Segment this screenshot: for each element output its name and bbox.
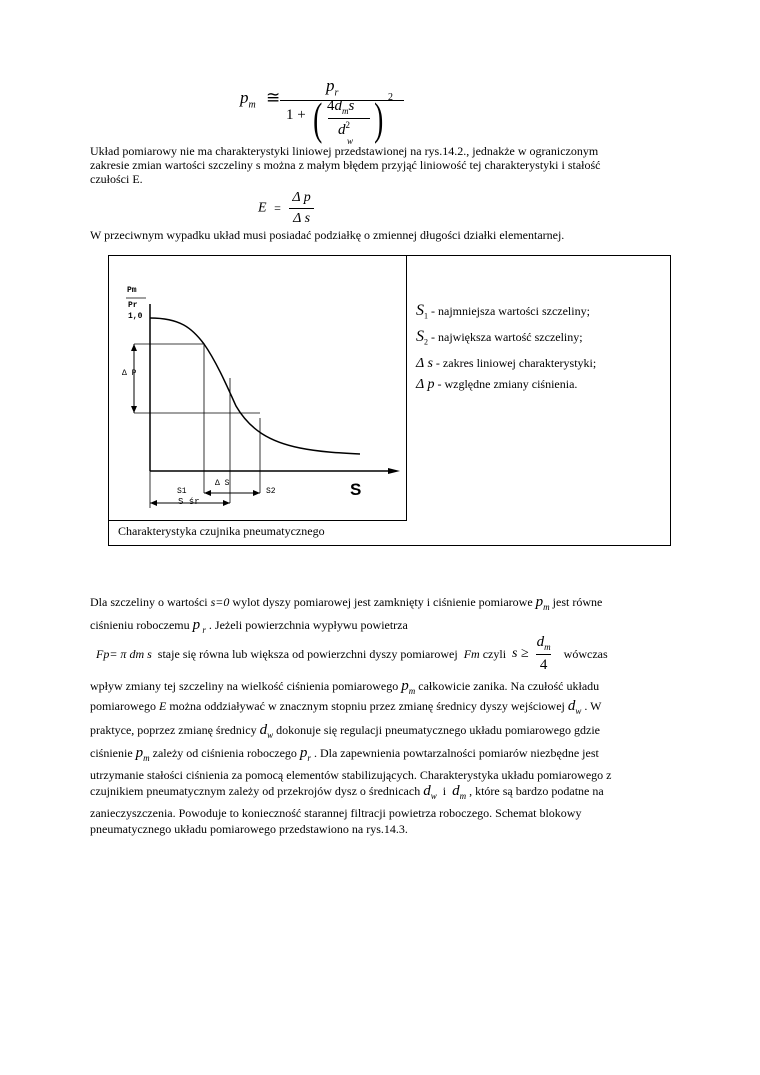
- dm-subscript: m: [342, 106, 349, 116]
- dm-inline: [452, 783, 466, 799]
- figure-divider-vertical: [406, 255, 407, 520]
- E-fraction: [288, 190, 314, 227]
- legend-item-delta-s: [416, 353, 596, 374]
- text-span: , które są bardzo podatne na: [466, 784, 604, 798]
- pr-inline: [300, 745, 311, 761]
- pm-subscript: m: [408, 686, 416, 696]
- y-label-pm: Pm: [127, 286, 137, 295]
- legend-symbol: Δ p: [416, 376, 435, 392]
- dw-superscript: 2: [345, 120, 350, 130]
- legend-subscript: 2: [424, 337, 428, 347]
- dw-inline: [568, 698, 582, 714]
- legend-item-delta-p: [416, 374, 596, 395]
- four: 4: [536, 654, 552, 674]
- y-label-pr: Pr: [128, 301, 138, 310]
- legend-item-s2: [416, 326, 596, 352]
- text-span: jest równe: [549, 595, 603, 609]
- text-span: ciśnieniu roboczemu: [90, 618, 193, 632]
- coef-four: 4: [327, 98, 335, 114]
- dm-over-4: [533, 634, 555, 674]
- body-line-6: [90, 722, 600, 740]
- s-sr-arrow-left-icon: [150, 500, 157, 506]
- inner-numerator: [327, 98, 354, 116]
- s-sr-label: S śr: [178, 497, 200, 507]
- text-span: pomiarowego: [90, 699, 159, 713]
- E-symbol: E: [158, 699, 167, 713]
- pm-inline: [536, 594, 550, 610]
- dm-symbol: d: [536, 634, 545, 650]
- pr-subscript: r: [307, 753, 311, 763]
- close-paren: ): [374, 93, 384, 144]
- pm-inline: [401, 678, 415, 694]
- legend-subscript: 1: [424, 311, 428, 321]
- dm-subscript: m: [544, 642, 551, 652]
- text-span: dokonuje się regulacji pneumatycznego układu pomiarowego gdzie: [273, 723, 601, 737]
- text-span: wówczas: [554, 646, 608, 661]
- pr-subscript: r: [334, 87, 339, 99]
- text-span: praktyce, poprzez zmianę średnicy: [90, 723, 260, 737]
- dw-symbol: d: [423, 783, 431, 799]
- body-line-10: zanieczyszczenia. Powoduje to konieczność starannej filtracji powietrza roboczego. Schemat blokowy: [90, 806, 582, 820]
- figure-caption: Charakterystyka czujnika pneumatycznego: [118, 524, 325, 538]
- paragraph-1-line: czułości E.: [90, 172, 143, 186]
- text-span: można oddziaływać w znacznym stopniu przez zmianę średnicy dyszy wejściowej: [166, 699, 568, 713]
- y-tick-1-0: 1,0: [128, 312, 143, 321]
- delta-s: Δ s: [289, 208, 314, 227]
- body-line-1: [90, 594, 602, 612]
- legend-symbol: Δ s: [416, 355, 433, 371]
- text-span: całkowicie zanika. Na czułość układu: [415, 679, 600, 693]
- s2-label: S2: [266, 487, 276, 496]
- pm-subscript: m: [143, 753, 150, 763]
- body-line-8: utrzymanie stałości ciśnienia za pomocą elementów stabilizujących. Charakterystyka układu pomiarowego z: [90, 768, 612, 782]
- dw-subscript: w: [267, 730, 274, 740]
- legend-text: - względne zmiany ciśnienia.: [434, 376, 578, 391]
- s-equals-zero: s=0: [210, 595, 230, 609]
- pr-inline: [193, 617, 206, 633]
- equals-sign: =: [274, 200, 281, 215]
- dm-symbol: d: [334, 98, 342, 114]
- text-span: wylot dyszy pomiarowej jest zamknięty i ciśnienie pomiarowe: [229, 595, 536, 609]
- dw-symbol: d: [338, 122, 346, 138]
- delta-s-arrow-right-icon: [253, 490, 260, 496]
- dm-subscript: m: [459, 791, 467, 801]
- pr-subscript: r: [200, 625, 206, 635]
- body-line-3: [96, 634, 608, 674]
- figure-divider-horizontal: [108, 520, 407, 521]
- x-axis-arrow-icon: [388, 468, 400, 474]
- formula-pm-lhs: [240, 88, 280, 110]
- legend-symbol: S: [416, 328, 424, 346]
- text-span: staje się równa lub większa od powierzchni dyszy pomiarowej: [151, 646, 464, 661]
- formula-pm: [240, 76, 410, 146]
- body-line-11: pneumatycznego układu pomiarowego przedstawiono na rys.14.3.: [90, 822, 408, 836]
- legend-item-s1: [416, 300, 596, 326]
- dw-subscript: w: [430, 791, 437, 801]
- dw-subscript: w: [575, 706, 582, 716]
- paragraph-1-line: Układ pomiarowy nie ma charakterystyki liniowej przedstawionej na rys.14.2., jednakże w ograniczonym: [90, 144, 599, 158]
- pm-symbol: p: [135, 745, 144, 761]
- outer-exponent: 2: [388, 92, 393, 103]
- dw-subscript: w: [347, 136, 354, 146]
- text-span: . Dla zapewnienia powtarzalności pomiarów niezbędne jest: [310, 746, 599, 760]
- text-span: czyli: [479, 646, 513, 661]
- text-span: . Jeżeli powierzchnia wypływu powietrza: [205, 618, 408, 632]
- dm-symbol: d: [452, 783, 460, 799]
- one-plus: 1 +: [286, 107, 306, 123]
- s1-label: S1: [177, 487, 187, 496]
- approx-sign: ≅: [265, 88, 281, 107]
- body-line-5: [90, 698, 601, 716]
- delta-p-arrow-bottom-icon: [131, 406, 137, 413]
- paragraph-1-line: zakresie zmian wartości szczeliny s można z małym błędem przyjąć liniowość tej charakterystyki i stałość: [90, 158, 601, 172]
- open-paren: (: [313, 93, 323, 144]
- text-span: Dla szczeliny o wartości: [90, 595, 211, 609]
- paragraph-2: W przeciwnym wypadku układ musi posiadać podziałkę o zmiennej długości działki elementarnej.: [90, 228, 565, 242]
- pm-symbol: p: [401, 678, 409, 694]
- paragraph-1: [90, 144, 690, 186]
- figure-legend: [416, 300, 596, 395]
- text-span: zależy od ciśnienia roboczego: [149, 746, 300, 760]
- pr-symbol: p: [192, 617, 201, 633]
- text-span: czujnikiem pneumatycznym zależy od przekrojów dysz o średnicach: [90, 784, 424, 798]
- delta-p-label: Δ P: [122, 369, 137, 378]
- legend-symbol: S: [416, 302, 424, 319]
- text-span: . W: [581, 699, 602, 713]
- pr-symbol: p: [299, 745, 308, 761]
- body-line-4: [90, 678, 599, 696]
- legend-text: - zakres liniowej charakterystyki;: [432, 355, 597, 370]
- dw-symbol: d: [259, 722, 268, 738]
- fp-formula: Fp= π dm s: [96, 646, 152, 661]
- s-symbol: s: [348, 98, 355, 114]
- body-line-7: [90, 745, 599, 763]
- delta-s-arrow-left-icon: [204, 490, 211, 496]
- text-span: i: [436, 784, 453, 798]
- inner-fraction-bar: [328, 118, 370, 119]
- characteristic-curve: [150, 318, 360, 454]
- dw-inline: [423, 783, 437, 799]
- pm-inline: [136, 745, 150, 761]
- formula-E: [258, 190, 315, 227]
- body-line-2: [90, 617, 408, 635]
- E-symbol: E: [258, 200, 267, 216]
- pm-subscript: m: [543, 602, 550, 612]
- text-span: wpływ zmiany tej szczeliny na wielkość ciśnienia pomiarowego: [90, 679, 402, 693]
- pr-symbol: p: [326, 76, 335, 95]
- fm-symbol: Fm: [463, 646, 480, 661]
- dw-inline: [260, 722, 274, 738]
- legend-text: - najmniejsza wartości szczeliny;: [428, 304, 590, 318]
- legend-text: - największa wartość szczeliny;: [428, 330, 583, 345]
- pm-symbol: p: [240, 88, 249, 107]
- delta-p-arrow-top-icon: [131, 344, 137, 351]
- s-geq: s ≥: [512, 646, 529, 661]
- s-sr-arrow-right-icon: [223, 500, 230, 506]
- pm-subscript: m: [248, 99, 256, 111]
- pm-symbol: p: [535, 594, 544, 610]
- body-line-9: [90, 783, 604, 801]
- delta-p: Δ p: [292, 190, 311, 205]
- dw-symbol: d: [567, 698, 576, 714]
- characteristic-chart: [110, 258, 406, 518]
- s-axis-label: S: [350, 480, 362, 499]
- delta-s-label: Δ S: [215, 479, 230, 488]
- formula-pm-numerator: [326, 76, 338, 98]
- text-span: ciśnienie: [90, 746, 136, 760]
